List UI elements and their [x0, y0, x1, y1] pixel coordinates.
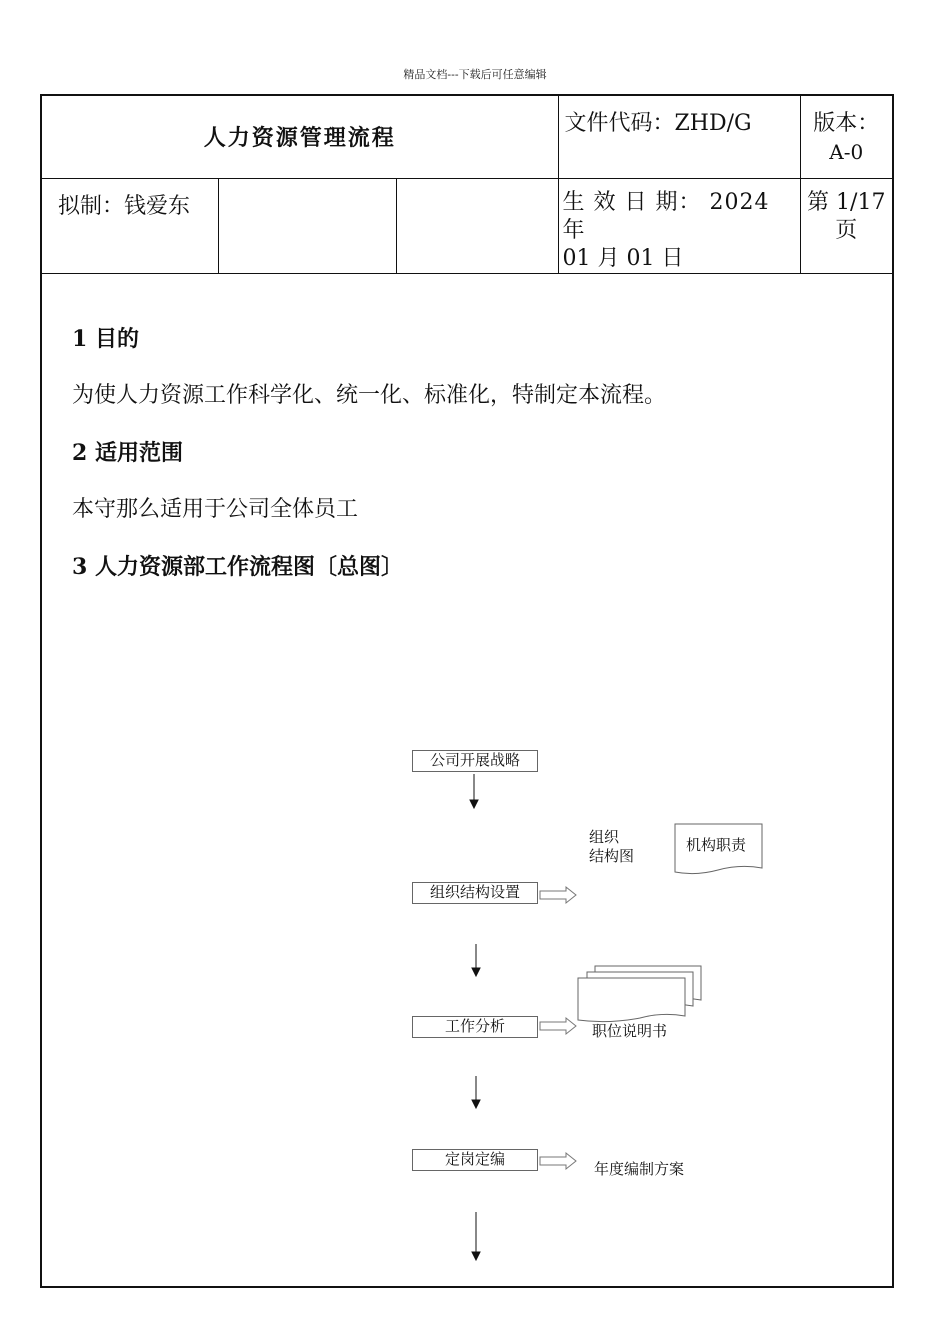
- arrow-right-icon: [540, 1018, 576, 1034]
- section-3-title: 3 人力资源部工作流程图〔总图〕: [72, 554, 403, 580]
- version-value: A-0: [829, 140, 864, 164]
- watermark: 精品文档---下载后可任意编辑: [403, 68, 547, 81]
- doc-code: 文件代码：ZHD/G: [558, 96, 800, 178]
- org-chart-label: [589, 828, 634, 866]
- section-1-body: 为使人力资源工作科学化、统一化、标准化，特制定本流程。: [72, 383, 667, 408]
- effective-date-line1: 生 效 日 期： 2024 年: [562, 189, 770, 243]
- flow-step-strategy: 公司开展战略: [412, 750, 538, 772]
- org-duties-doc-label: 机构职责: [686, 836, 747, 854]
- job-description-label: 职位说明书: [592, 1022, 668, 1040]
- section-1-title: 1 目的: [72, 326, 139, 352]
- org-chart-label-line1: 组织: [589, 828, 620, 846]
- flow-step-org-structure: 组织结构设置: [412, 882, 538, 904]
- document-title: 人力资源管理流程: [42, 96, 558, 178]
- arrow-right-icon: [540, 887, 576, 903]
- arrow-down-icon: [472, 1252, 480, 1260]
- flowchart-connectors: [42, 96, 892, 1286]
- multi-document-icon: [578, 966, 701, 1022]
- annual-staffing-plan-label: 年度编制方案: [594, 1160, 685, 1178]
- effective-date-line2: 01 月 01 日: [562, 245, 684, 271]
- arrow-right-icon: [540, 1153, 576, 1169]
- document-frame: [40, 94, 894, 1288]
- section-2-title: 2 适用范围: [72, 440, 183, 466]
- arrow-down-icon: [470, 800, 478, 808]
- section-2-body: 本守那么适用于公司全体员工: [72, 497, 359, 522]
- arrow-down-icon: [472, 968, 480, 976]
- version-label: 版本：: [813, 111, 880, 136]
- org-chart-label-line2: 结构图: [589, 847, 635, 865]
- page-number-line1: 第 1/17: [807, 189, 886, 215]
- arrow-down-icon: [472, 1100, 480, 1108]
- author: 拟制：钱爱东: [42, 178, 218, 273]
- page-number-line2: 页: [835, 217, 858, 243]
- flow-step-job-analysis: 工作分析: [412, 1016, 538, 1038]
- flow-step-staffing: 定岗定编: [412, 1149, 538, 1171]
